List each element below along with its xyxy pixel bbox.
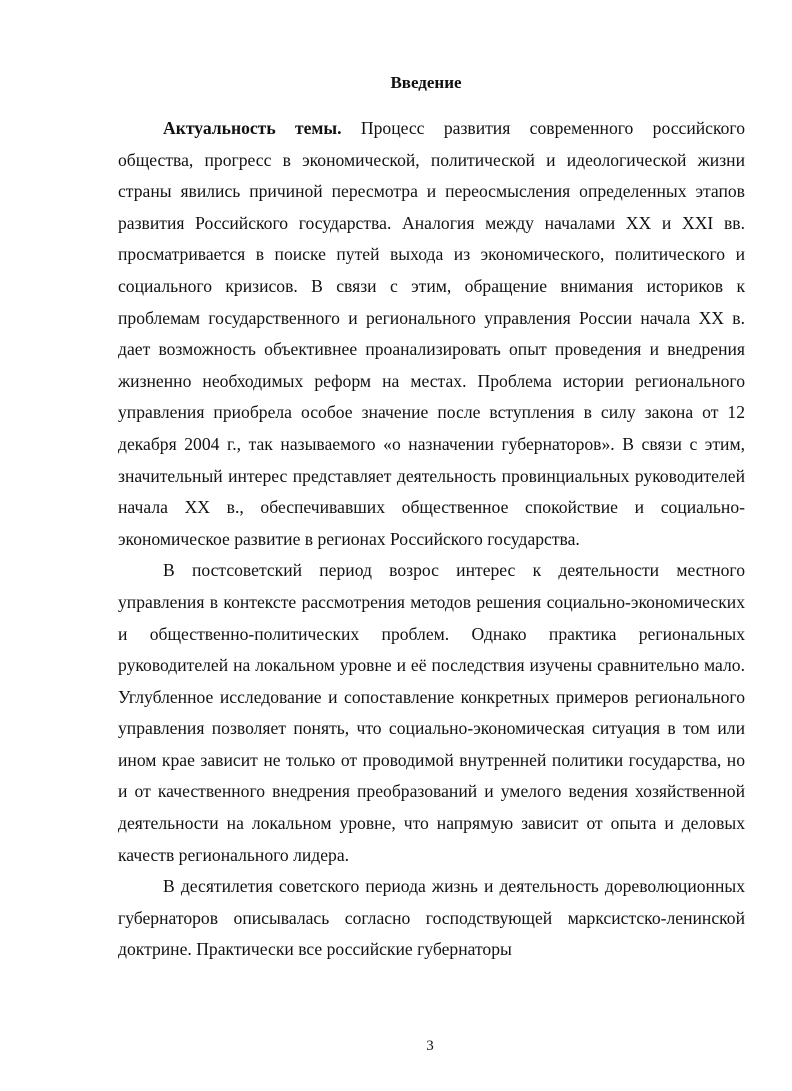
body-text: [118, 113, 745, 966]
page-number: 3: [426, 1038, 434, 1054]
paragraph-post-soviet: В постсоветский период возрос интерес к деятельности местного управления в контексте рассмотрения методов решения социально-экономических и общественно-политических проблем. Однако практика региональных руководителей на локальном уровне и её последствия изучены сравнительно мало. Углубленное исследование и сопоставление конкретных примеров регионального управления позволяет понять, что социально-экономическая ситуация в том или ином крае зависит не только от проводимой внутренней политики государства, но и от качественного внедрения преобразований и умелого ведения хозяйственной деятельности на локальном уровне, что напрямую зависит от опыта и деловых качеств регионального лидера.: [118, 560, 745, 865]
paragraph-text-relevance: Процесс развития современного российского общества, прогресс в экономической, политической и идеологической жизни страны явились причиной пересмотра и переосмысления определенных этапов развития Российского государства. Аналогия между началами XX и XXI вв. просматривается в поиске путей выхода из экономического, политического и социального кризисов. В связи с этим, обращение внимания историков к проблемам государственного и регионального управления России начала XX в. дает возможность объективнее проанализировать опыт проведения и внедрения жизненно необходимых реформ на местах. Проблема истории регионального управления приобрела особое значение после вступления в силу закона от 12 декабря 2004 г., так называемого «о назначении губернаторов». В связи с этим, значительный интерес представляет деятельность провинциальных руководителей начала XX в., обеспечивавших общественное спокойствие и социально-экономическое развитие в регионах Российского государства.: [118, 118, 745, 549]
section-heading: Введение: [390, 73, 462, 92]
paragraph-soviet-decades: В десятилетия советского периода жизнь и деятельность дореволюционных губернаторов описывалась согласно господствующей марксистско-ленинской доктрине. Практически все российские губернаторы: [118, 876, 745, 960]
paragraph-relevance: [118, 113, 745, 555]
paragraph-lead-relevance: Актуальность темы.: [163, 118, 342, 138]
